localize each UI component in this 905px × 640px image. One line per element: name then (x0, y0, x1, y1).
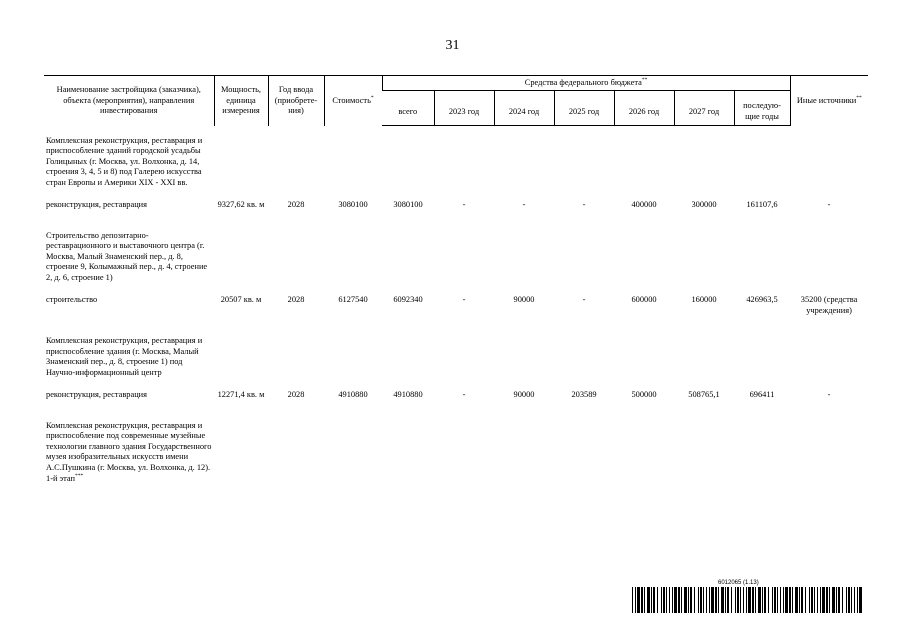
y2026: 600000 (631, 295, 657, 305)
later-years: 426963,5 (746, 295, 778, 305)
other-sources: - (827, 200, 831, 210)
y2026: 500000 (631, 390, 657, 400)
capacity: 12271,4 кв. м (217, 390, 265, 400)
project-name: Комплексная реконструкция, реставрация и приспособление зданий городской усадьбы Голицыных (г. Москва, ул. Волхонка, д. 14, строения 3, 4, 5 и 8) под Галерею искусства стран Европы и Америки XIX - XXI вв. (46, 135, 203, 187)
year: 2028 (287, 295, 305, 305)
barcode-label: 6012065 (1.13) (718, 580, 759, 586)
y2024: 90000 (513, 390, 535, 400)
y2027: 160000 (691, 295, 717, 305)
y2024: - (522, 200, 526, 210)
y2027: 300000 (691, 200, 717, 210)
total: 4910880 (393, 390, 423, 400)
project-row (44, 126, 868, 201)
footnote-mark: *** (75, 473, 84, 480)
capacity: 20507 кв. м (220, 295, 262, 305)
other-sources: 35200 (средства учреждения) (800, 295, 858, 315)
y2025: 203589 (571, 390, 597, 400)
header-2023: 2023 год (434, 91, 494, 126)
y2027: 508765,1 (688, 390, 720, 400)
cost: 6127540 (338, 295, 368, 305)
data-row (44, 200, 868, 221)
project-row (44, 221, 868, 296)
header-later: последую-щие годы (734, 91, 790, 126)
direction: реконструкция, реставрация (46, 390, 148, 400)
header-other: Иные источники** (790, 76, 868, 126)
header-2024: 2024 год (494, 91, 554, 126)
y2024: 90000 (513, 295, 535, 305)
header-2027: 2027 год (674, 91, 734, 126)
direction: реконструкция, реставрация (46, 200, 148, 210)
direction: строительство (46, 295, 98, 305)
cost: 4910880 (338, 390, 368, 400)
data-row (44, 390, 868, 411)
cost: 3080100 (338, 200, 368, 210)
header-2026: 2026 год (614, 91, 674, 126)
data-row (44, 295, 868, 326)
year: 2028 (287, 390, 305, 400)
y2025: - (582, 295, 586, 305)
y2025: - (582, 200, 586, 210)
budget-table (44, 75, 868, 497)
header-total: всего (382, 91, 434, 126)
header-name: Наименование застройщика (заказчика), объекта (мероприятия), направления инвестирования (44, 76, 214, 126)
barcode (632, 579, 864, 613)
other-sources: - (827, 390, 831, 400)
project-name: Строительство депозитарно-реставрационного и выставочного центра (г. Москва, Малый Знаменский пер., д. 8, строение 9, Колымажный пер., д. 4, строение 2, д. 6, строение 1) (46, 230, 208, 282)
barcode-bars (632, 587, 864, 613)
y2023: - (462, 295, 466, 305)
project-row (44, 411, 868, 497)
later-years: 161107,6 (746, 200, 778, 210)
y2023: - (462, 200, 466, 210)
total: 3080100 (393, 200, 423, 210)
total: 6092340 (393, 295, 423, 305)
project-name: Комплексная реконструкция, реставрация и приспособление здания (г. Москва, Малый Знаменский пер., д. 8, строение 1) под Научно-информационный центр (46, 336, 203, 377)
y2023: - (462, 390, 466, 400)
page-number: 31 (445, 38, 460, 53)
project-name: Комплексная реконструкция, реставрация и приспособление под современные музейные технологии главного здания Государственного музея изобразительных искусств имени А.С.Пушкина (г. Москва, ул. Волхонка, д. 12). 1-й этап*** (46, 420, 212, 484)
header-2025: 2025 год (554, 91, 614, 126)
year: 2028 (287, 200, 305, 210)
header-year: Год ввода (приобрете-ния) (268, 76, 324, 126)
header-federal: Средства федерального бюджета** (382, 76, 790, 91)
header-cost: Стоимость* (324, 76, 382, 126)
capacity: 9327,62 кв. м (217, 200, 265, 210)
later-years: 696411 (749, 390, 775, 400)
header-capacity: Мощность, единица измерения (214, 76, 268, 126)
project-row (44, 326, 868, 390)
y2026: 400000 (631, 200, 657, 210)
